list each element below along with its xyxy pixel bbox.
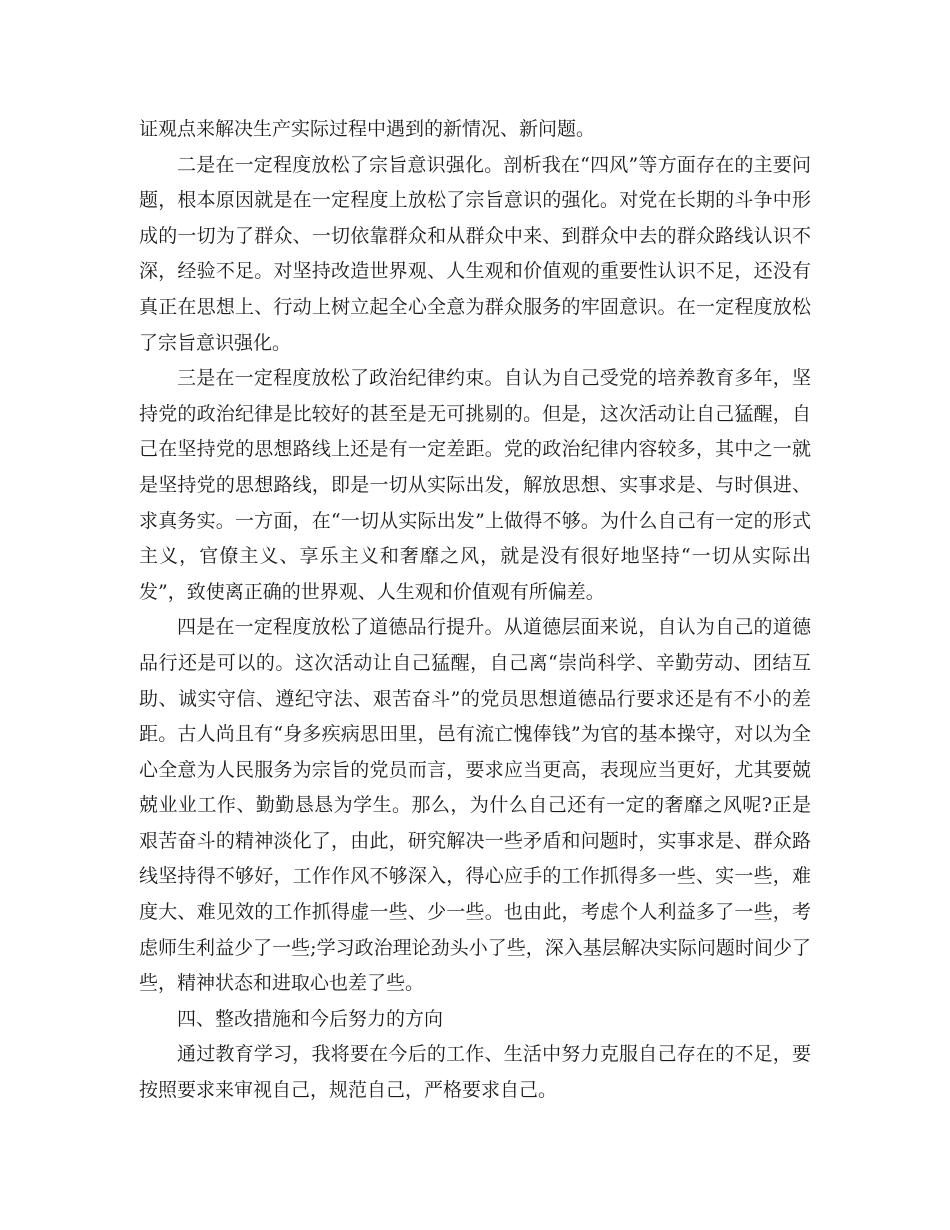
paragraph-moral-conduct: 四是在一定程度放松了道德品行提升。从道德层面来说，自认为自己的道德品行还是可以的。这次活动让自己猛醒，自己离“崇尚科学、辛勤劳动、团结互助、诚实守信、遵纪守法、艰苦奋斗”的党员思想道德品行要求还是有不小的差距。古人尚且有“身多疾病思田里，邑有流亡愧俸钱”为官的基本操守，对以为全心全意为人民服务为宗旨的党员而言，要求应当更高，表现应当更好，尤其要兢兢业业工作、勤勤恳恳为学生。那么，为什么自己还有一定的奢靡之风呢?正是艰苦奋斗的精神淡化了，由此，研究解决一些矛盾和问题时，实事求是、群众路线坚持得不够好，工作作风不够深入，得心应手的工作抓得多一些、实一些，难度大、难见效的工作抓得虚一些、少一些。也由此，考虑个人利益多了一些，考虑师生利益少了一些;学习政治理论劲头小了些，深入基层解决实际问题时间少了些，精神状态和进取心也差了些。 xyxy=(139,616,811,995)
paragraph-purpose-awareness: 二是在一定程度放松了宗旨意识强化。剖析我在“四风”等方面存在的主要问题，根本原因就是在一定程度上放松了宗旨意识的强化。对党在长期的斗争中形成的一切为了群众、一切依靠群众和从群众中来、到群众中去的群众路线认识不深，经验不足。对坚持改造世界观、人生观和价值观的重要性认识不足，还没有真正在思想上、行动上树立起全心全意为群众服务的牢固意识。在一定程度放松了宗旨意识强化。 xyxy=(139,153,811,354)
paragraph-political-discipline: 三是在一定程度放松了政治纪律约束。自认为自己受党的培养教育多年，坚持党的政治纪律是比较好的甚至是无可挑剔的。但是，这次活动让自己猛醒，自己在坚持党的思想路线上还是有一定差距。党的政治纪律内容较多，其中之一就是坚持党的思想路线，即是一切从实际出发，解放思想、实事求是、与时俱进、求真务实。一方面，在“一切从实际出发”上做得不够。为什么自己有一定的形式主义，官僚主义、享乐主义和奢靡之风，就是没有很好地坚持“一切从实际出发”，致使离正确的世界观、人生观和价值观有所偏差。 xyxy=(139,367,811,603)
paragraph-commitment: 通过教育学习，我将要在今后的工作、生活中努力克服自己存在的不足，要按照要求来审视自己，规范自己，严格要求自己。 xyxy=(139,1043,811,1102)
paragraph-continuation: 证观点来解决生产实际过程中遇到的新情况、新问题。 xyxy=(139,118,596,140)
document-body xyxy=(139,112,811,1109)
section-heading-rectification: 四、整改措施和今后努力的方向 xyxy=(177,1007,444,1030)
